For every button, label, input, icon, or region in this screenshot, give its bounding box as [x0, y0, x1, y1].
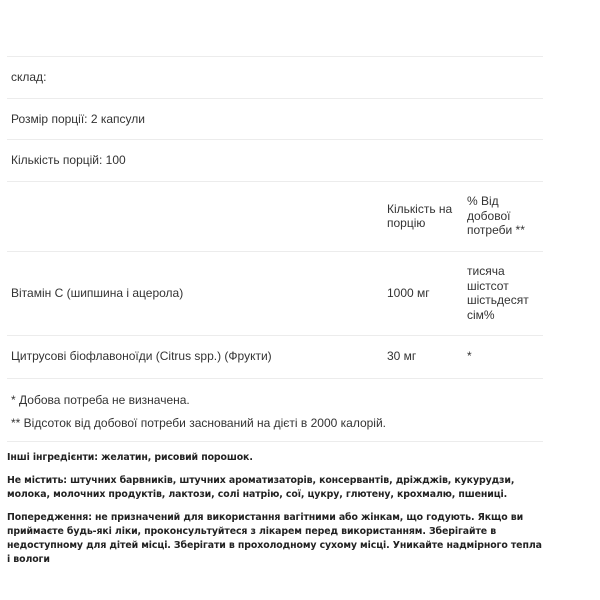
footnotes — [7, 378, 543, 442]
ingredient-daily-value: тисяча шістсот шістьдесят сім% — [467, 251, 543, 335]
header-ingredient — [7, 181, 387, 251]
header-amount: Кількість на порцію — [387, 181, 467, 251]
footnote-single-star: * Добова потреба не визначена. — [11, 392, 190, 407]
servings-count: Кількість порцій: 100 — [11, 153, 126, 168]
table-row — [7, 251, 543, 335]
header-daily-value: % Від добової потреби ** — [467, 181, 543, 251]
ingredient-amount: 30 мг — [387, 335, 467, 378]
footnote-double-star: ** Відсоток від добової потреби заснований на дієті в 2000 калорій. — [11, 415, 387, 430]
nutrition-table — [7, 181, 543, 378]
product-details — [7, 451, 543, 567]
other-ingredients: Інші інгредієнти: желатин, рисовий порошок. — [7, 451, 253, 463]
warning-text: Попередження: не призначений для використання вагітними або жінкам, що годують. Якщо ви приймаєте будь-які ліки, проконсультуйтеся з лікарем перед використанням. Зберігайте в недоступному для дітей місці. Зберігати в прохолодному сухому місці. Уникайте надмірного тепла і вологи — [7, 511, 542, 565]
table-row — [7, 335, 543, 378]
table-header-row — [7, 181, 543, 251]
ingredient-name: Цитрусові біофлавоноїди (Citrus spp.) (Фрукти) — [7, 335, 387, 378]
ingredient-daily-value: * — [467, 335, 543, 378]
ingredient-name: Вітамін С (шипшина і ацерола) — [7, 251, 387, 335]
servings-count-row — [7, 139, 543, 181]
composition-title: склад: — [11, 70, 47, 85]
serving-size-row — [7, 98, 543, 140]
supplement-facts — [7, 56, 543, 576]
composition-title-row — [7, 56, 543, 98]
does-not-contain: Не містить: штучних барвників, штучних ароматизаторів, консервантів, дріжджів, кукурудзи, молока, молочних продуктів, лактози, солі натрію, сої, цукру, глютену, крохмалю, пшениці. — [7, 474, 515, 500]
ingredient-amount: 1000 мг — [387, 251, 467, 335]
serving-size: Розмір порції: 2 капсули — [11, 111, 145, 126]
